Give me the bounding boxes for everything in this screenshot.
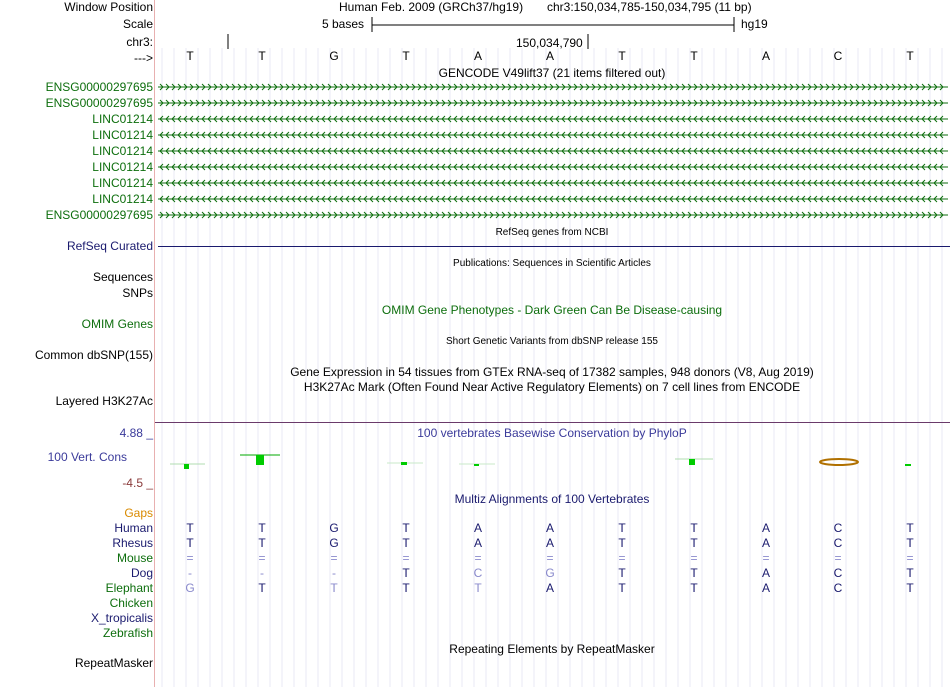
phylop-bar-2 (256, 455, 264, 465)
base-letter: T (906, 49, 914, 63)
gencode-track-title[interactable]: GENCODE V49lift37 (21 items filtered out) (438, 66, 666, 80)
h3k27ac-label[interactable]: Layered H3K27Ac (55, 394, 153, 408)
multiz-base: G (185, 581, 195, 595)
multiz-base: T (690, 581, 698, 595)
multiz-base: = (258, 551, 266, 565)
multiz-base: A (761, 536, 770, 550)
phylop-track-title[interactable]: 100 vertebrates Basewise Conservation by PhyloP (417, 426, 687, 440)
multiz-base: T (618, 536, 626, 550)
multiz-base: C (833, 521, 843, 535)
multiz-base: C (833, 536, 843, 550)
gencode-transcript[interactable] (158, 146, 948, 156)
multiz-base: G (545, 566, 555, 580)
gencode-transcript[interactable] (158, 162, 948, 172)
dbsnp-track-title[interactable]: Short Genetic Variants from dbSNP release 155 (446, 336, 658, 347)
multiz-base: A (545, 581, 554, 595)
db-text: hg19 (741, 17, 768, 31)
gencode-item-label[interactable]: LINC01214 (92, 192, 153, 206)
position-text: chr3:150,034,785-150,034,795 (11 bp) (547, 0, 752, 14)
base-letter: G (329, 49, 339, 63)
gencode-item-label[interactable]: ENSG00000297695 (45, 80, 153, 94)
multiz-base: A (761, 521, 770, 535)
multiz-base: = (618, 551, 626, 565)
phylop-bar-11 (905, 464, 911, 466)
gencode-transcript[interactable] (158, 178, 948, 188)
base-letter: T (618, 49, 626, 63)
multiz-base: = (474, 551, 482, 565)
phylop-bar-8 (689, 459, 695, 465)
track-separator (155, 422, 950, 423)
h3k27ac-track-title[interactable]: H3K27Ac Mark (Often Found Near Active Regulatory Elements) on 7 cell lines from ENCODE (303, 380, 801, 394)
omim-track-title[interactable]: OMIM Gene Phenotypes - Dark Green Can Be Disease-causing (381, 303, 723, 317)
phylop-min-label: -4.5 _ (122, 476, 153, 490)
phylop-bar-5 (474, 464, 479, 466)
multiz-species-label[interactable]: Rhesus (112, 536, 153, 550)
scale-bar (370, 17, 740, 33)
multiz-species-label[interactable]: X_tropicalis (90, 611, 153, 625)
multiz-base: T (330, 581, 338, 595)
multiz-base: C (833, 566, 843, 580)
multiz-base: = (186, 551, 194, 565)
multiz-base: T (690, 566, 698, 580)
snps-label[interactable]: SNPs (122, 286, 153, 300)
phylop-bar-4 (401, 462, 407, 465)
scale-label: Scale (122, 17, 153, 31)
gencode-transcript[interactable] (158, 82, 948, 92)
gencode-item-label[interactable]: LINC01214 (92, 144, 153, 158)
refseq-label[interactable]: RefSeq Curated (66, 239, 153, 253)
multiz-base: T (618, 581, 626, 595)
multiz-base: T (402, 581, 410, 595)
sequences-label[interactable]: Sequences (92, 270, 153, 284)
window-position-label: Window Position (64, 0, 153, 14)
multiz-base: = (546, 551, 554, 565)
base-letter: T (690, 49, 698, 63)
multiz-base: T (906, 536, 914, 550)
repeatmasker-label[interactable]: RepeatMasker (74, 656, 153, 670)
gencode-item-label[interactable]: LINC01214 (92, 128, 153, 142)
multiz-base: A (761, 581, 770, 595)
gencode-transcript[interactable] (158, 114, 948, 124)
multiz-base: C (473, 566, 483, 580)
omim-label[interactable]: OMIM Genes (81, 317, 153, 331)
ruler-tick-left (226, 34, 230, 50)
multiz-base: = (762, 551, 770, 565)
base-letter: T (258, 49, 266, 63)
gencode-transcript[interactable] (158, 130, 948, 140)
phylop-plot[interactable] (155, 447, 950, 477)
base-letter: T (186, 49, 194, 63)
phylop-bar-1 (184, 464, 189, 469)
base-letter: A (473, 49, 482, 63)
gencode-item-label[interactable]: LINC01214 (92, 176, 153, 190)
multiz-base: T (906, 581, 914, 595)
base-letter: T (402, 49, 410, 63)
multiz-base: A (545, 521, 554, 535)
dbsnp-label[interactable]: Common dbSNP(155) (34, 348, 153, 362)
multiz-base: T (402, 536, 410, 550)
multiz-base: - (260, 566, 264, 580)
multiz-base: C (833, 581, 843, 595)
gencode-transcript[interactable] (158, 210, 948, 220)
phylop-bar-10 (820, 459, 858, 465)
multiz-base: T (258, 581, 266, 595)
multiz-base: G (329, 521, 339, 535)
phylop-max-label: 4.88 _ (119, 426, 153, 440)
multiz-base: T (690, 521, 698, 535)
gaps-label[interactable]: Gaps (124, 506, 153, 520)
multiz-base: A (473, 536, 482, 550)
multiz-base: T (618, 521, 626, 535)
multiz-base: T (186, 521, 194, 535)
multiz-base: A (545, 536, 554, 550)
multiz-base: T (906, 566, 914, 580)
multiz-base: T (690, 536, 698, 550)
base-letter: A (761, 49, 770, 63)
multiz-species-label[interactable]: Human (114, 521, 153, 535)
gencode-item-label[interactable]: LINC01214 (92, 160, 153, 174)
multiz-base: T (258, 521, 266, 535)
multiz-base: - (332, 566, 336, 580)
multiz-species-label[interactable]: Chicken (109, 596, 153, 610)
multiz-base: A (473, 521, 482, 535)
gencode-transcript[interactable] (158, 98, 948, 108)
publications-track-title[interactable]: Publications: Sequences in Scientific Articles (453, 258, 651, 269)
multiz-base: = (834, 551, 842, 565)
base-letter: C (833, 49, 843, 63)
gencode-item-label[interactable]: ENSG00000297695 (45, 208, 153, 222)
multiz-base: = (906, 551, 914, 565)
multiz-species-label[interactable]: Mouse (116, 551, 153, 565)
multiz-base: - (188, 566, 192, 580)
scale-text: 5 bases (322, 17, 365, 31)
multiz-base: G (329, 536, 339, 550)
gencode-item-label[interactable]: ENSG00000297695 (45, 96, 153, 110)
multiz-track-title[interactable]: Multiz Alignments of 100 Vertebrates (454, 492, 650, 506)
multiz-base: T (618, 566, 626, 580)
chrom-label: chr3: (126, 35, 153, 49)
multiz-base: T (402, 566, 410, 580)
multiz-base: = (690, 551, 698, 565)
repeatmasker-track-title[interactable]: Repeating Elements by RepeatMasker (449, 642, 655, 656)
multiz-species-label[interactable]: Zebrafish (102, 626, 153, 640)
strand-label[interactable]: ---> (134, 51, 153, 65)
assembly-text: Human Feb. 2009 (GRCh37/hg19) (339, 0, 524, 14)
refseq-track-title[interactable]: RefSeq genes from NCBI (495, 227, 609, 238)
gtex-track-title[interactable]: Gene Expression in 54 tissues from GTEx RNA-seq of 17382 samples, 948 donors (V8, Aug 2019) (290, 365, 814, 379)
base-letter: A (545, 49, 554, 63)
multiz-base: = (402, 551, 410, 565)
multiz-species-label[interactable]: Elephant (105, 581, 153, 595)
phylop-label[interactable]: 100 Vert. Cons (47, 450, 127, 464)
multiz-species-label[interactable]: Dog (130, 566, 153, 580)
ruler-tick-center (586, 34, 590, 50)
gencode-transcript[interactable] (158, 194, 948, 204)
coordinate-text: 150,034,790 (516, 36, 583, 50)
multiz-base: T (258, 536, 266, 550)
multiz-base: T (474, 581, 482, 595)
multiz-base: T (402, 521, 410, 535)
multiz-base: A (761, 566, 770, 580)
multiz-base: T (906, 521, 914, 535)
multiz-base: = (330, 551, 338, 565)
refseq-line[interactable] (158, 246, 950, 247)
gencode-item-label[interactable]: LINC01214 (92, 112, 153, 126)
multiz-base: T (186, 536, 194, 550)
